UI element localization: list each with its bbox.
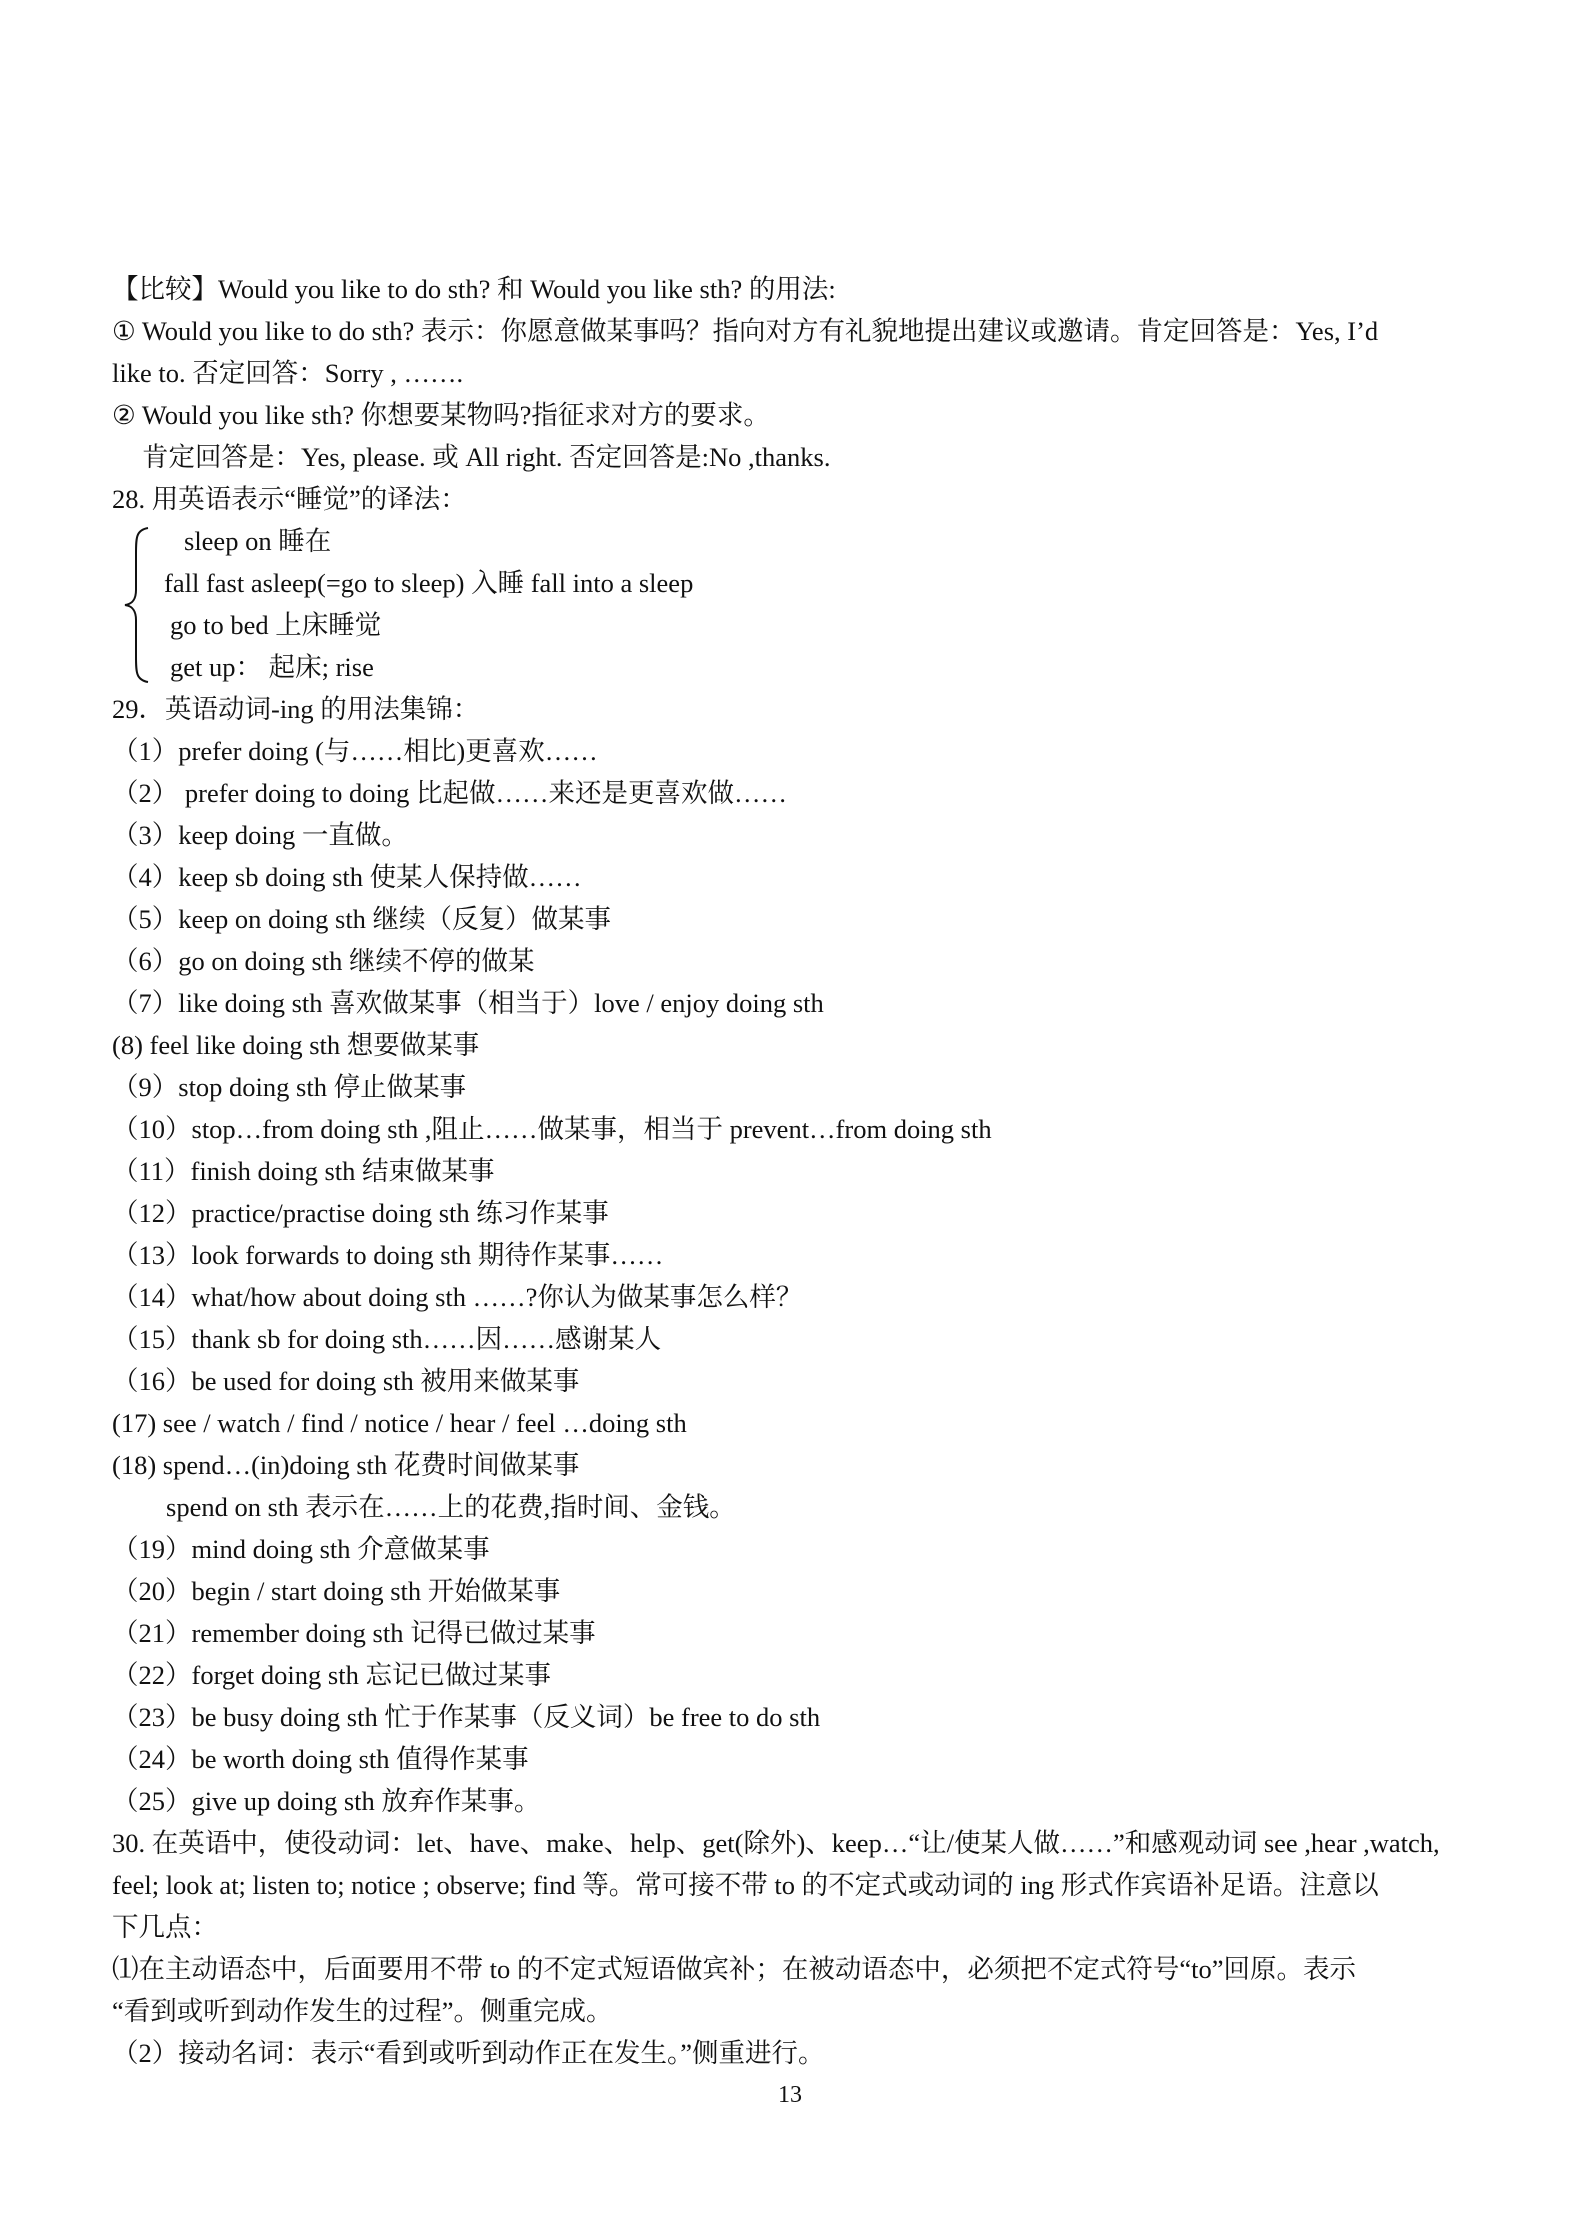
ing-usage-item: （5）keep on doing sth 继续（反复）做某事 [112,904,612,934]
ing-usage-item: （1）prefer doing (与……相比)更喜欢…… [112,736,598,766]
sleep-phrases-group [112,520,912,688]
ing-usage-item: （6）go on doing sth 继续不停的做某 [112,946,535,976]
ing-usage-item: （21）remember doing sth 记得已做过某事 [112,1618,596,1648]
section28-title: 28. 用英语表示“睡觉”的译法： [112,484,467,514]
spend-on-note: spend on sth 表示在……上的花费,指时间、金钱。 [166,1492,736,1522]
ing-usage-item: （10）stop…from doing sth ,阻止……做某事，相当于 prevent…from doing sth [112,1114,992,1144]
ing-usage-item: （11）finish doing sth 结束做某事 [112,1156,495,1186]
compare-item1-line2: like to. 否定回答：Sorry , ……. [112,358,464,388]
sleep-phrase-3: go to bed 上床睡觉 [170,610,382,640]
ing-usage-item: (18) spend…(in)doing sth 花费时间做某事 [112,1450,580,1480]
ing-usage-item: （15）thank sb for doing sth……因……感谢某人 [112,1324,662,1354]
compare-item1-line1: ① Would you like to do sth? 表示：你愿意做某事吗？指向对方有礼貌地提出建议或邀请。肯定回答是：Yes, I’d [112,316,1379,346]
ing-usage-item: （9）stop doing sth 停止做某事 [112,1072,467,1102]
page-number: 13 [778,2082,802,2108]
ing-usage-item: （12）practice/practise doing sth 练习作某事 [112,1198,609,1228]
curly-brace-icon [122,524,152,686]
ing-usage-item: （3）keep doing 一直做。 [112,820,408,850]
section30-point1-line1: ⑴在主动语态中，后面要用不带 to 的不定式短语做宾补；在被动语态中，必须把不定式符号“to”回原。表示 [112,1954,1356,1984]
ing-usage-item: （24）be worth doing sth 值得作某事 [112,1744,529,1774]
section30-point1-line2: “看到或听到动作发生的过程”。侧重完成。 [112,1996,613,2026]
sleep-phrase-2: fall fast asleep(=go to sleep) 入睡 fall into a sleep [164,568,694,598]
ing-usage-item: （13）look forwards to doing sth 期待作某事…… [112,1240,664,1270]
compare-item2: ② Would you like sth? 你想要某物吗?指征求对方的要求。 [112,400,770,430]
section30-point2: （2）接动名词：表示“看到或听到动作正在发生。”侧重进行。 [112,2038,825,2068]
ing-usage-item: （14）what/how about doing sth ……?你认为做某事怎么样？ [112,1282,803,1312]
sleep-phrase-4: get up： 起床; rise [170,652,374,682]
compare-item2-answer: 肯定回答是：Yes, please. 或 All right. 否定回答是:No ,thanks. [142,442,831,472]
ing-usage-item: （16）be used for doing sth 被用来做某事 [112,1366,580,1396]
ing-usage-item: (8) feel like doing sth 想要做某事 [112,1030,480,1060]
section29-title: 29．英语动词-ing 的用法集锦： [112,694,480,724]
ing-usage-item: （4）keep sb doing sth 使某人保持做…… [112,862,582,892]
section30-line1: 30. 在英语中，使役动词：let、have、make、help、get(除外)、keep…“让/使某人做……”和感观动词 see ,hear ,watch, [112,1828,1440,1858]
ing-usage-item: (17) see / watch / find / notice / hear / feel …doing sth [112,1408,687,1438]
ing-usage-item: （25）give up doing sth 放弃作某事。 [112,1786,541,1816]
ing-usage-item: （20）begin / start doing sth 开始做某事 [112,1576,561,1606]
ing-usage-item: （23）be busy doing sth 忙于作某事（反义词）be free to do sth [112,1702,821,1732]
compare-heading: 【比较】Would you like to do sth? 和 Would you like sth? 的用法: [112,274,836,304]
section30-line2: feel; look at; listen to; notice ; observe; find 等。常可接不带 to 的不定式或动词的 ing 形式作宾语补足语。注意以 [112,1870,1379,1900]
ing-usage-item: （19）mind doing sth 介意做某事 [112,1534,490,1564]
page-content [112,268,1477,2074]
section30-line3: 下几点： [112,1912,218,1942]
sleep-phrase-1: sleep on 睡在 [184,526,332,556]
ing-usage-item: （7）like doing sth 喜欢做某事（相当于）love / enjoy doing sth [112,988,824,1018]
ing-usage-item: （2） prefer doing to doing 比起做……来还是更喜欢做…… [112,778,787,808]
ing-usage-item: （22）forget doing sth 忘记已做过某事 [112,1660,551,1690]
